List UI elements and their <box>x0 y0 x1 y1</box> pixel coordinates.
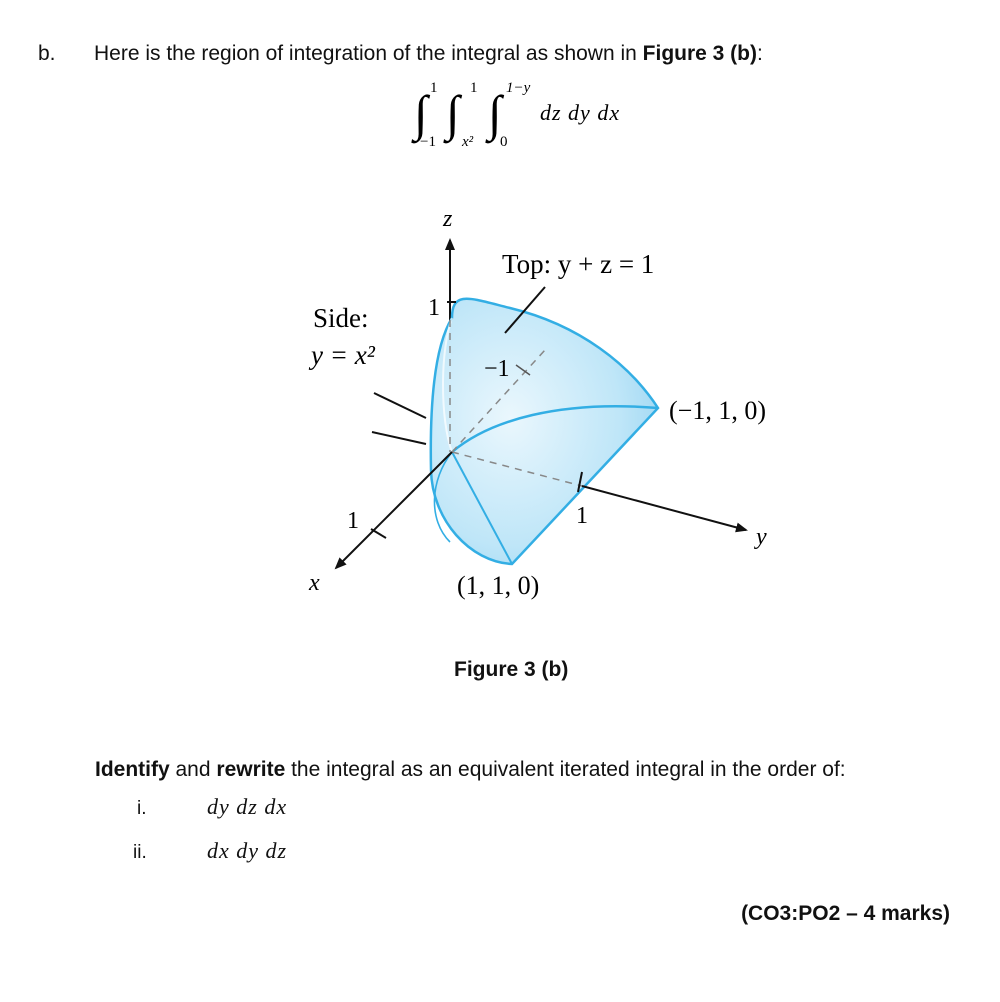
outer-upper-limit: 1 <box>430 80 438 96</box>
z-axis-label: z <box>443 206 453 232</box>
task-identify: Identify <box>95 758 170 781</box>
x-axis-label: x <box>309 570 320 596</box>
middle-lower-limit: x² <box>462 134 474 150</box>
integral-sign-outer: ∫ <box>414 85 428 141</box>
intro-figure-ref: Figure 3 (b) <box>642 42 757 65</box>
x-tick-label: 1 <box>347 508 359 534</box>
task-and: and <box>169 758 217 781</box>
triple-integral <box>400 76 660 152</box>
y-axis <box>582 486 746 530</box>
top-surface-label: Top: y + z = 1 <box>502 249 655 279</box>
side-equation: y = x² <box>311 340 375 370</box>
item-2-order: dx dy dz <box>207 838 288 863</box>
point-right-label: (1, 1, 0) <box>457 571 540 600</box>
intro-text-after: : <box>757 42 763 65</box>
outer-lower-limit: −1 <box>420 134 436 150</box>
task-rewrite: rewrite <box>216 758 286 781</box>
region-figure <box>0 190 1000 630</box>
solid-region <box>431 299 658 564</box>
question-text <box>94 42 763 66</box>
y-tick-label: 1 <box>576 503 588 529</box>
intro-text-before: Here is the region of integration of the integral as shown in <box>94 42 643 65</box>
z-tick-label: 1 <box>428 295 440 321</box>
item-1-number: i. <box>137 798 147 819</box>
y-axis-label: y <box>756 524 767 550</box>
item-2-number: ii. <box>133 842 147 863</box>
side-label: Side: <box>313 303 369 333</box>
task-statement <box>95 758 846 782</box>
x-tick-mark <box>371 529 386 538</box>
question-label: b. <box>38 42 56 65</box>
integral-sign-inner: ∫ <box>488 85 502 141</box>
inner-upper-limit: 1−y <box>506 80 531 96</box>
neg-x-tick-label: −1 <box>484 356 510 382</box>
integral-differentials: dz dy dx <box>540 100 621 125</box>
side-leader-line-2 <box>372 432 426 444</box>
integral-sign-middle: ∫ <box>446 85 460 141</box>
task-rest: the integral as an equivalent iterated integral in the order of: <box>285 758 846 781</box>
item-1-order: dy dz dx <box>207 794 288 819</box>
side-leader-line-1 <box>374 393 426 418</box>
middle-upper-limit: 1 <box>470 80 478 96</box>
figure-caption: Figure 3 (b) <box>454 658 569 681</box>
inner-lower-limit: 0 <box>500 134 508 150</box>
marks-allocation: (CO3:PO2 – 4 marks) <box>741 902 950 925</box>
point-left-label: (−1, 1, 0) <box>669 396 766 425</box>
